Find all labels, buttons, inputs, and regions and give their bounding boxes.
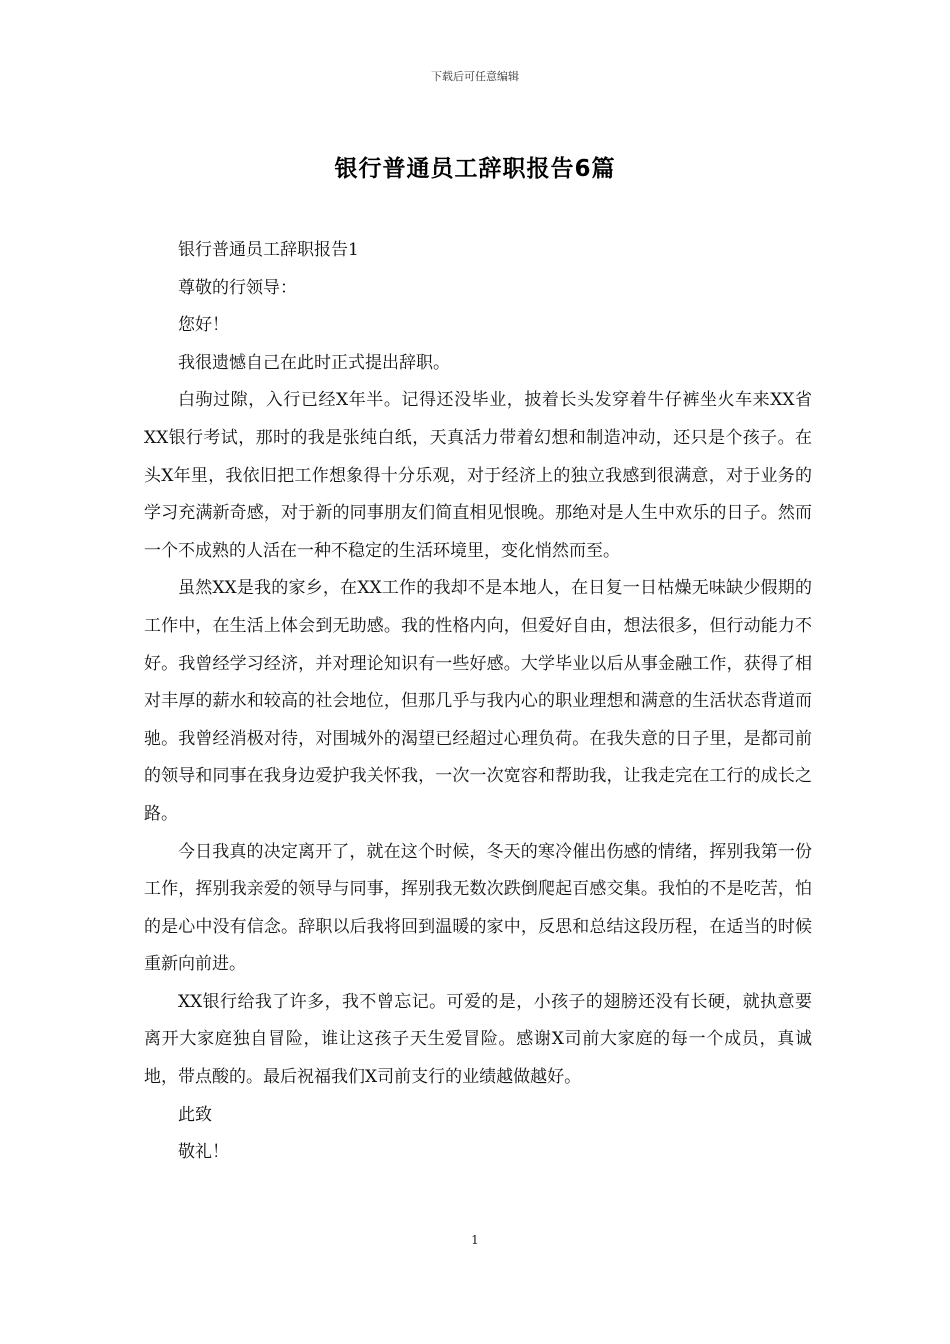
intro-line: 我很遗憾自己在此时正式提出辞职。 — [178, 352, 450, 373]
body-paragraph: 今日我真的决定离开了，就在这个时候，冬天的寒冷催出伤感的情绪，挥别我第一份工作，挥别我亲爱的领导与同事，挥别我无数次跌倒爬起百感交集。我怕的不是吃苦，怕的是心中没有信念。辞职以后我将回到温暖的家中，反思和总结这段历程，在适当的时候重新向前进。 — [144, 841, 812, 975]
document-body — [144, 232, 812, 1172]
body-paragraph: 虽然XX是我的家乡，在XX工作的我却不是本地人，在日复一日枯燥无味缺少假期的工作中，在生活上体会到无助感。我的性格内向，但爱好自由，想法很多，但行动能力不好。我曾经学习经济，并对理论知识有一些好感。大学毕业以后从事金融工作，获得了相对丰厚的薪水和较高的社会地位，但那几乎与我内心的职业理想和满意的生活状态背道而驰。我曾经消极对待，对围城外的渴望已经超过心理负荷。在我失意的日子里，是都司前的领导和同事在我身边爱护我关怀我，一次一次宽容和帮助我，让我走完在工行的成长之路。 — [144, 578, 812, 824]
body-paragraph: 白驹过隙，入行已经X年半。记得还没毕业，披着长头发穿着牛仔裤坐火车来XX省XX银行考试，那时的我是张纯白纸，天真活力带着幻想和制造冲动，还只是个孩子。在头X年里，我依旧把工作想象得十分乐观，对于经济上的独立我感到很满意，对于业务的学习充满新奇感，对于新的同事朋友们简直相见恨晚。那绝对是人生中欢乐的日子。然而一个不成熟的人活在一种不稳定的生活环境里，变化悄然而至。 — [144, 390, 812, 561]
greeting: 您好！ — [178, 315, 229, 336]
document-title: 银行普通员工辞职报告6篇 — [334, 156, 616, 182]
body-paragraph: XX银行给我了许多，我不曾忘记。可爱的是，小孩子的翅膀还没有长硬，就执意要离开大家庭独自冒险，谁让这孩子天生爱冒险。感谢X司前大家庭的每一个成员，真诚地，带点酸的。最后祝福我们X司前支行的业绩越做越好。 — [144, 991, 812, 1088]
report-heading: 银行普通员工辞职报告1 — [178, 240, 359, 260]
page-number: 1 — [471, 1233, 479, 1247]
closing-line: 此致 — [178, 1104, 212, 1125]
salutation: 尊敬的行领导： — [178, 277, 297, 298]
closing-salute: 敬礼！ — [178, 1142, 229, 1163]
header-note: 下载后可任意编辑 — [431, 70, 519, 83]
